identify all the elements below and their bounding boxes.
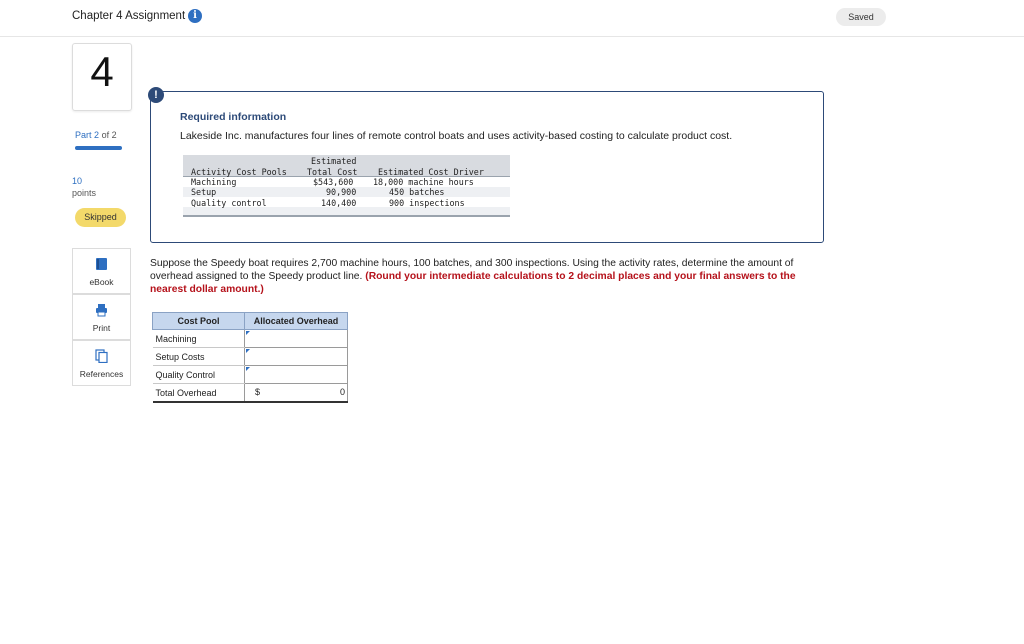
header-total-cost: Total Cost [307,167,358,177]
setup-overhead-input[interactable] [245,348,348,366]
total-amount: 0 [339,387,345,397]
row-pool: Setup [191,187,217,197]
table-bottom-border [183,215,510,217]
header-activity-cost-pools: Activity Cost Pools [191,167,287,177]
question-number-box [72,43,132,111]
required-info-title: Required information [180,111,287,123]
references-button[interactable] [72,340,131,386]
row-label-total: Total Overhead [153,384,245,403]
row-label-quality: Quality Control [153,366,245,384]
info-icon[interactable]: i [188,9,202,23]
table-row [153,366,348,384]
answer-header-row [153,313,348,330]
skipped-badge: Skipped [75,208,126,227]
currency-symbol: $ [255,387,261,397]
header-allocated-overhead: Allocated Overhead [245,313,348,330]
header-cost-driver: Estimated Cost Driver [378,167,484,177]
assignment-title: Chapter 4 Assignment [72,10,186,22]
input-marker [246,367,250,371]
question-body: Suppose the Speedy boat requires 2,700 machine hours, 100 batches, and 300 inspections. Using the activity rates, determine the amount of overhead assigned to the Speedy product line. [150,258,794,282]
required-info-intro: Lakeside Inc. manufactures four lines of remote control boats and uses activity-based costing to calculate product cost. [180,130,733,142]
header-estimated: Estimated [311,156,357,166]
part-indicator [75,130,117,140]
print-button[interactable] [72,294,131,340]
header-cost-pool: Cost Pool [153,313,245,330]
row-driver: 450 batches [389,187,445,197]
references-label: References [79,369,124,379]
rounding-instruction: (Round your intermediate calculations to 2 decimal places and your final answers to the nearest dollar amount.) [150,271,796,295]
row-pool: Machining [191,177,237,187]
row-label-machining: Machining [153,330,245,348]
row-cost: 140,400 [321,198,357,208]
machining-overhead-input[interactable] [245,330,348,348]
printer-icon [95,303,108,317]
total-overhead-value [245,384,348,403]
table-row-stripe [183,207,510,215]
question-text [150,257,822,296]
row-pool: Quality control [191,198,267,208]
row-label-setup: Setup Costs [153,348,245,366]
points-label: points [72,188,97,198]
alert-icon: ! [148,87,164,103]
total-row [153,384,348,403]
part-current: 2 [94,130,100,140]
row-driver: 900 inspections [389,198,465,208]
book-icon [95,257,108,271]
quality-overhead-input[interactable] [245,366,348,384]
points-value: 10 [72,176,83,186]
input-marker [246,349,250,353]
saved-status: Saved [836,8,886,26]
row-driver: 18,000 machine hours [373,177,474,187]
cost-pool-table [183,155,510,217]
row-cost: 90,900 [326,187,357,197]
ebook-button[interactable] [72,248,131,294]
input-marker [246,331,250,335]
answer-table [152,312,348,403]
documents-icon [95,349,108,363]
row-cost: $543,600 [313,177,354,187]
table-row [153,348,348,366]
table-row [153,330,348,348]
print-label: Print [92,323,111,333]
question-number: 4 [90,48,114,95]
top-bar [0,0,1024,37]
part-progress-bar [75,146,122,150]
part-total: of 2 [101,130,117,140]
ebook-label: eBook [89,277,114,287]
part-prefix: Part [75,130,92,140]
